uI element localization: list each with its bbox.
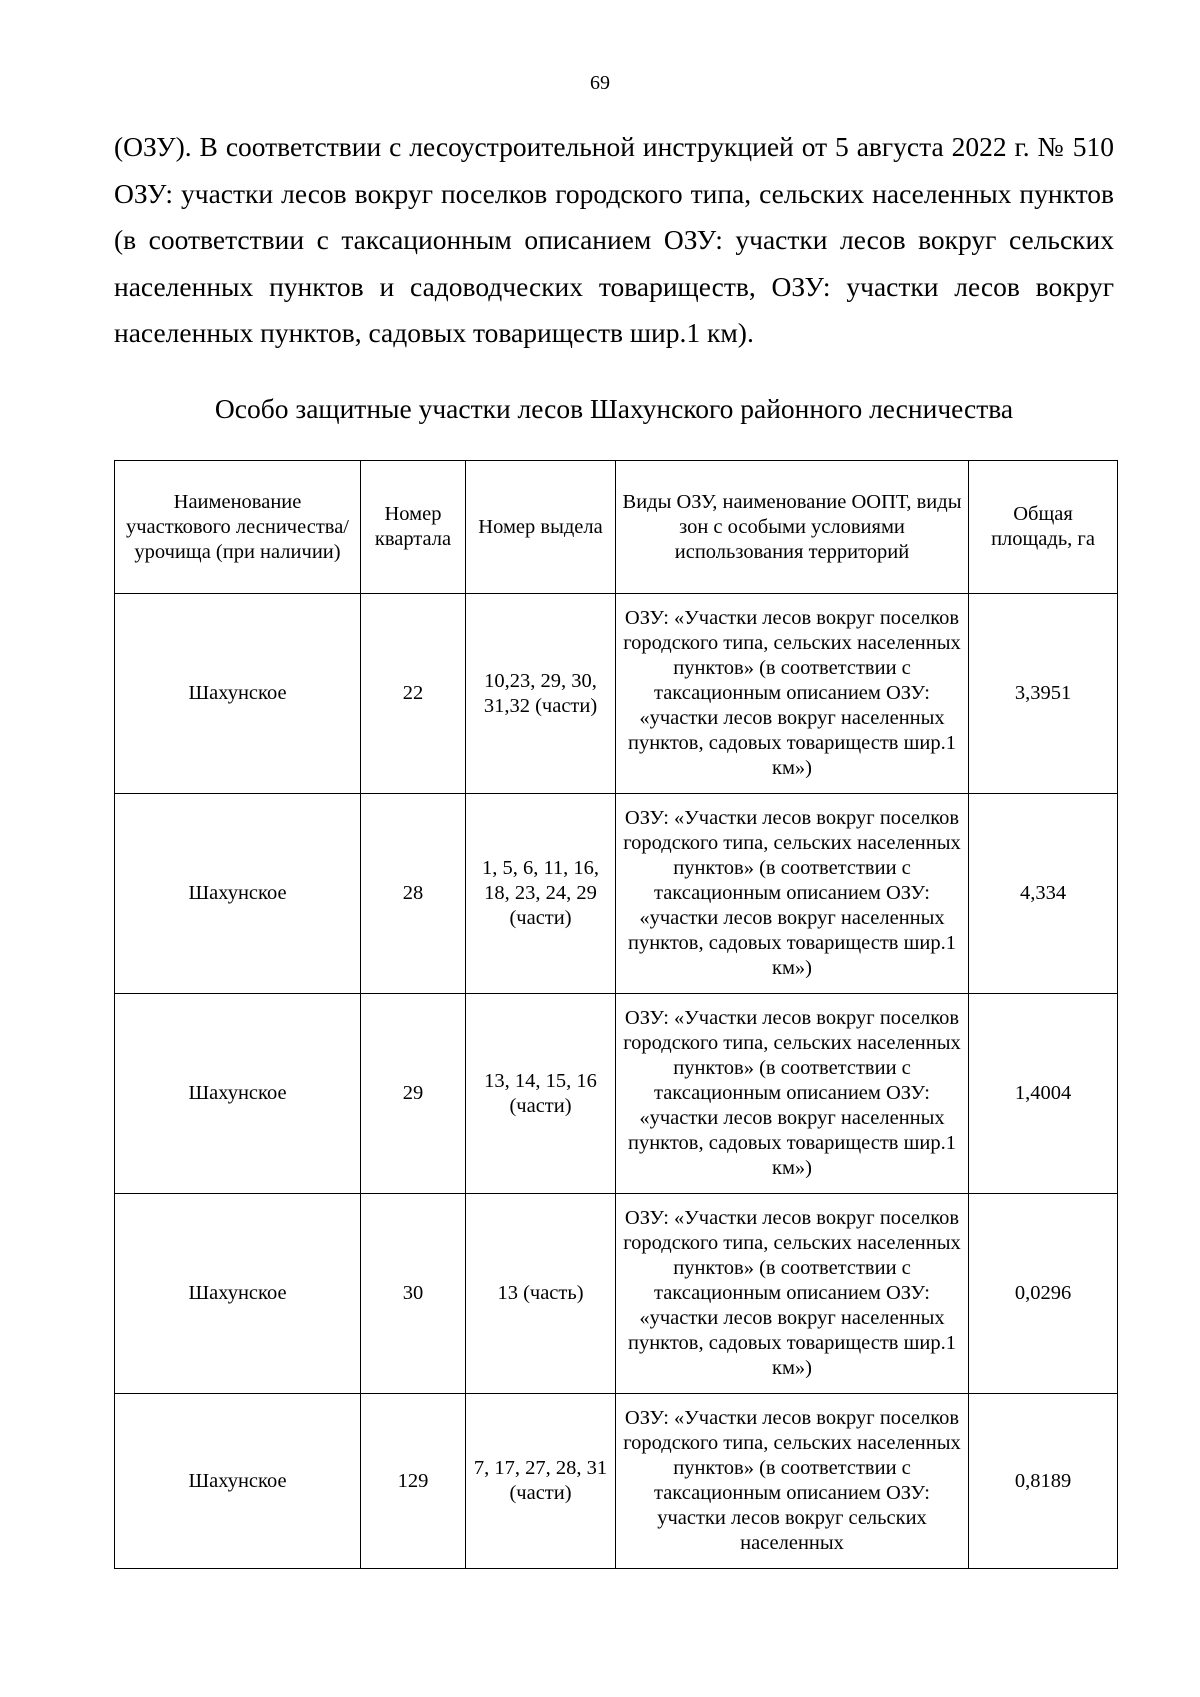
cell-ozu-type: ОЗУ: «Участки лесов вокруг поселков городского типа, сельских населенных пунктов» (в соответствии с таксационным описанием ОЗУ: участки лесов вокруг сельских населенных <box>616 1394 969 1569</box>
header-quarter-number: Номер квартала <box>361 461 466 594</box>
table-row <box>115 994 1118 1194</box>
cell-ozu-type: ОЗУ: «Участки лесов вокруг поселков городского типа, сельских населенных пунктов» (в соответствии с таксационным описанием ОЗУ: «участки лесов вокруг населенных пунктов, садовых товариществ шир.1 км») <box>616 594 969 794</box>
cell-plot-number: 13 (часть) <box>466 1194 616 1394</box>
cell-total-area: 4,334 <box>969 794 1118 994</box>
body-paragraph: (ОЗУ). В соответствии с лесоустроительной инструкцией от 5 августа 2022 г. № 510 ОЗУ: участки лесов вокруг поселков городского типа, сельских населенных пунктов (в соответствии с таксационным описанием ОЗУ: участки лесов вокруг сельских населенных пунктов и садоводческих товариществ, ОЗУ: участки лесов вокруг населенных пунктов, садовых товариществ шир.1 км). <box>114 131 1114 348</box>
table-title: Особо защитные участки лесов Шахунского районного лесничества <box>214 393 1014 424</box>
cell-forestry-name: Шахунское <box>115 994 361 1194</box>
cell-plot-number: 1, 5, 6, 11, 16, 18, 23, 24, 29 (части) <box>466 794 616 994</box>
cell-quarter-number: 28 <box>361 794 466 994</box>
cell-quarter-number: 30 <box>361 1194 466 1394</box>
cell-forestry-name: Шахунское <box>115 1194 361 1394</box>
cell-forestry-name: Шахунское <box>115 1394 361 1569</box>
cell-ozu-type: ОЗУ: «Участки лесов вокруг поселков городского типа, сельских населенных пунктов» (в соответствии с таксационным описанием ОЗУ: «участки лесов вокруг населенных пунктов, садовых товариществ шир.1 км») <box>616 1194 969 1394</box>
cell-total-area: 0,0296 <box>969 1194 1118 1394</box>
cell-quarter-number: 129 <box>361 1394 466 1569</box>
cell-plot-number: 7, 17, 27, 28, 31 (части) <box>466 1394 616 1569</box>
cell-plot-number: 10,23, 29, 30, 31,32 (части) <box>466 594 616 794</box>
header-ozu-type: Виды ОЗУ, наименование ООПТ, виды зон с особыми условиями использования территорий <box>616 461 969 594</box>
cell-forestry-name: Шахунское <box>115 794 361 994</box>
header-forestry-name: Наименование участкового лесничества/урочища (при наличии) <box>115 461 361 594</box>
cell-forestry-name: Шахунское <box>115 594 361 794</box>
cell-plot-number: 13, 14, 15, 16 (части) <box>466 994 616 1194</box>
table-row <box>115 794 1118 994</box>
protective-areas-table <box>114 460 1118 1569</box>
table-row <box>115 1394 1118 1569</box>
cell-ozu-type: ОЗУ: «Участки лесов вокруг поселков городского типа, сельских населенных пунктов» (в соответствии с таксационным описанием ОЗУ: «участки лесов вокруг населенных пунктов, садовых товариществ шир.1 км») <box>616 794 969 994</box>
header-plot-number: Номер выдела <box>466 461 616 594</box>
cell-total-area: 0,8189 <box>969 1394 1118 1569</box>
page-number: 69 <box>590 72 610 94</box>
cell-total-area: 1,4004 <box>969 994 1118 1194</box>
header-total-area: Общая площадь, га <box>969 461 1118 594</box>
cell-quarter-number: 29 <box>361 994 466 1194</box>
cell-ozu-type: ОЗУ: «Участки лесов вокруг поселков городского типа, сельских населенных пунктов» (в соответствии с таксационным описанием ОЗУ: «участки лесов вокруг населенных пунктов, садовых товариществ шир.1 км») <box>616 994 969 1194</box>
table-row <box>115 594 1118 794</box>
cell-total-area: 3,3951 <box>969 594 1118 794</box>
table-row <box>115 1194 1118 1394</box>
cell-quarter-number: 22 <box>361 594 466 794</box>
table-header-row <box>115 461 1118 594</box>
